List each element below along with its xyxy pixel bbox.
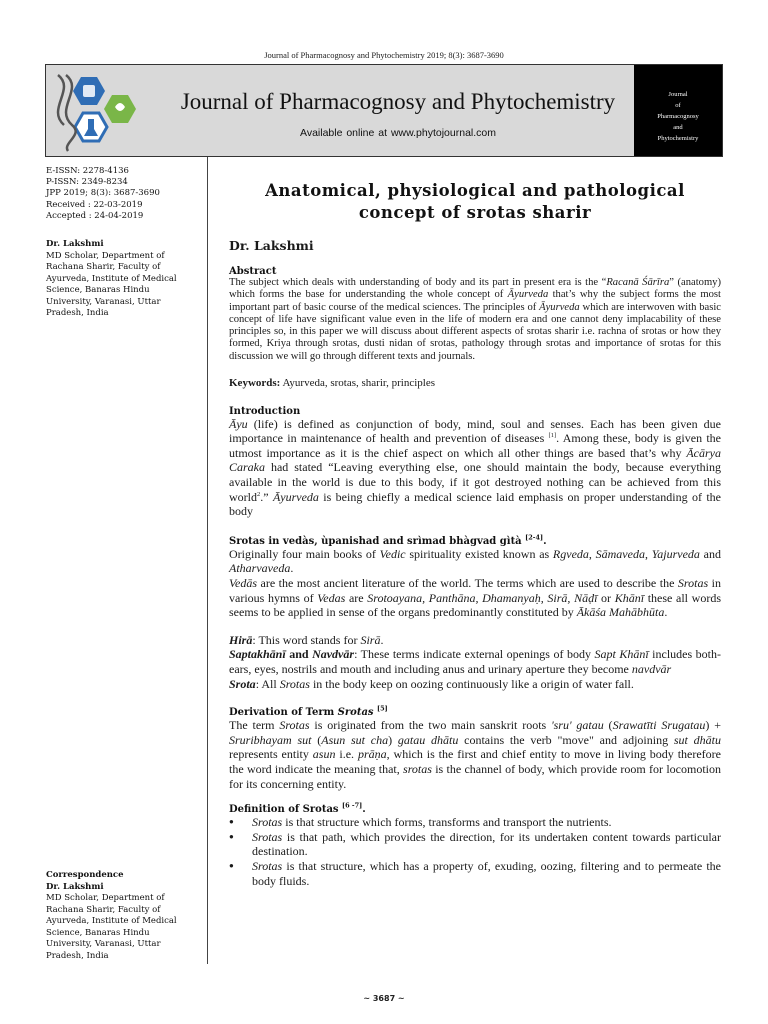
- eissn: E-ISSN: 2278-4136: [46, 166, 129, 176]
- column-divider: [207, 157, 208, 964]
- vedas-text: Originally four main books of Vedic spirituality existed known as Rgveda, Sāmaveda, Yajurveda and Atharvaveda.: [229, 546, 721, 576]
- correspondence-block: [46, 870, 196, 962]
- title-line: Anatomical, physiological and pathological: [265, 181, 685, 200]
- vedas-heading: Srotas in vedàs, ùpanishad and srìmad bhàgvad gìtà [2-4].: [229, 533, 547, 547]
- correspondence-affiliation: MD Scholar, Department of Rachana Sharir, Faculty of Ayurveda, Institute of Medical Science, Banaras Hindu University, Varanasi, Uttar Pradesh, India: [46, 893, 177, 961]
- abstract-heading: Abstract: [229, 266, 277, 277]
- pissn: P-ISSN: 2349-8234: [46, 177, 128, 188]
- author-affiliation-sidebar: [46, 239, 196, 320]
- keywords: Keywords: Ayurveda, srotas, sharir, principles: [229, 377, 435, 390]
- article-author: Dr. Lakshmi: [229, 238, 314, 253]
- article-main: [229, 180, 721, 888]
- vedas-terms-text: Vedās are the most ancient literature of the world. The terms which are used to describe the Srotas in various hymns of Vedas are Srotoayana, Panthāna, Dhamanyaḥ, Sirā, Nāḍī or Khānī these all words seems to be applied in sense of the organs predominantly constituted by Ākāśa Mahābhūta.: [229, 576, 722, 620]
- list-item: ● Srotas is that structure, which has a property of, exuding, oozing, filtering and to permeate the body fluids.: [229, 859, 721, 888]
- running-head: Journal of Pharmacognosy and Phytochemistry 2019; 8(3): 3687-3690: [264, 50, 504, 60]
- srota-definition: Srota: All Srotas in the body keep on oozing continuously like a origin of water fall.: [229, 676, 634, 691]
- title-line: concept of srotas sharir: [358, 203, 592, 222]
- journal-banner: [45, 64, 723, 157]
- journal-title: Journal of Pharmacognosy and Phytochemistry: [180, 89, 616, 114]
- paper-title: [229, 180, 721, 224]
- derivation-heading: Derivation of Term Srotas [5]: [229, 704, 388, 719]
- saptakhani-definition: Saptakhānī and Navdvār: These terms indicate external openings of body Sapt Khānī includes both-ears, eyes, nostrils and mouth and including anus and urinary aperture they become navdvār: [229, 647, 721, 676]
- author-name: Dr. Lakshmi: [46, 239, 104, 249]
- list-item: ● Srotas is that path, which provides the direction, for its undertaken content towards particular destination.: [229, 830, 721, 859]
- jpp-volume: JPP 2019; 8(3): 3687-3690: [46, 188, 160, 199]
- page-number: ~ 3687 ~: [363, 994, 405, 1003]
- side-line: and: [673, 124, 683, 131]
- journal-side-label: [634, 65, 722, 156]
- abstract-text: The subject which deals with understanding of body and its part in present era is the “Racanā Śārīra” (anatomy) which forms the base for understanding the whole concept of Āyurveda that’s why the subject forms the most important part of basic course of the medical sciences. The principles of Āyurveda which are interwoven with basic concept of life have significant value even in the life of modern era and one cannot deny implacability of these principles so, in this paper we will discuss about different aspects of srotas sharir i.e. rachna of srotas or how they formed, Kriya through srotas, dusti nidan of srotas, pathology through srotas and importance of srotas for this discussion we will go through different texts and journals.: [229, 277, 722, 362]
- list-item: ● Srotas is that structure which forms, transforms and transport the nutrients.: [229, 815, 721, 830]
- journal-logo-icon: [54, 69, 152, 153]
- definition-heading: Definition of Srotas [6 -7].: [229, 801, 366, 816]
- definition-list: [229, 815, 721, 888]
- hira-definition: Hirā: This word stands for Sirā.: [229, 632, 384, 647]
- received-date: Received : 22-03-2019: [46, 199, 143, 210]
- derivation-text: The term Srotas is originated from the two main sanskrit roots 'sru' gatau (Srawatīti Srugatau) + Sruribhayam sut (Asun sut cha) gatau dhātu contains the verb "move" and adjoining sut dhātu represents entity asun i.e. prāṇa, which is the first and chief entity to move in living body therefore the word indicate the meaning that, srotas is the channel of body, which provide room for locomotion for its concerning entity.: [229, 718, 722, 791]
- side-line: Pharmacognosy: [657, 113, 699, 120]
- correspondence-label: Correspondence: [46, 870, 124, 880]
- article-meta: [46, 166, 160, 222]
- introduction-text: Āyu (life) is defined as conjunction of body, mind, soul and senses. Each has been given due importance in maintenance of health and prevention of diseases [1]. Among these, body is given the utmost importance as it is the chief aspect on which all other things are based that’s why Ācārya Caraka had stated “Leaving everything else, one should maintain the body, because everything available in the world is due to this body, if it got destroyed nothing can be achieved from this world$^2$.” Āyurveda is being chiefly a medical science laid emphasis on proper understanding of the body: [229, 416, 721, 519]
- available-online[interactable]: Available online at www.phytojournal.com: [300, 127, 496, 139]
- correspondence-name: Dr. Lakshmi: [46, 881, 104, 892]
- introduction-heading: Introduction: [229, 405, 301, 417]
- accepted-date: Accepted : 24-04-2019: [46, 210, 144, 221]
- side-line: Journal: [668, 91, 688, 98]
- author-affiliation: MD Scholar, Department of Rachana Sharir, Faculty of Ayurveda, Institute of Medical Science, Banaras Hindu University, Varanasi, Uttar Pradesh, India: [46, 250, 177, 318]
- side-line: Phytochemistry: [657, 135, 699, 142]
- side-line: of: [675, 102, 681, 109]
